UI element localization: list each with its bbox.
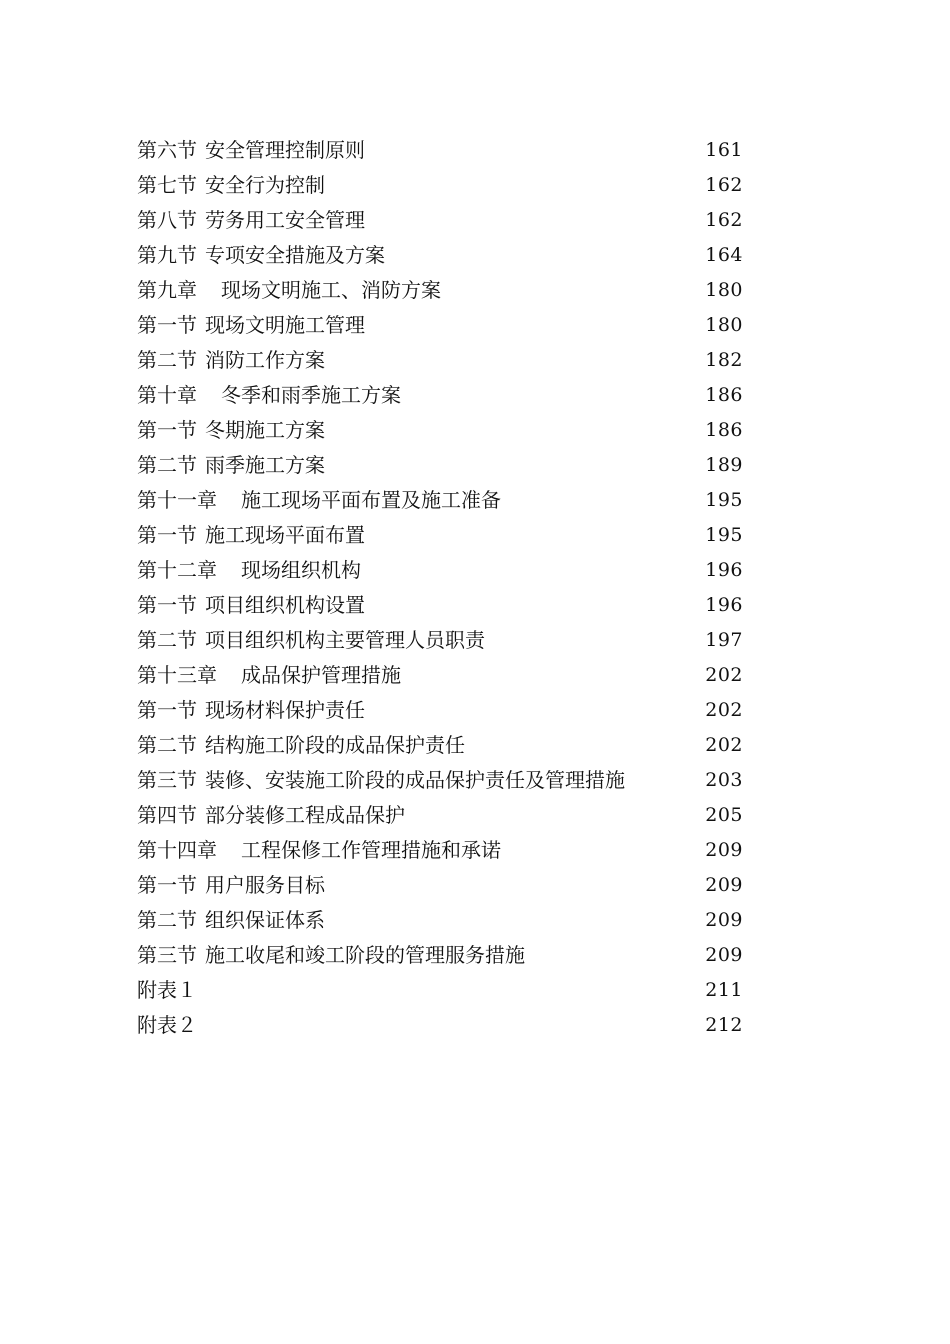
toc-entry-page-number: 202 [705,664,743,686]
toc-entry-title: 施工现场平面布置及施工准备 [241,488,501,512]
toc-entry-title: 冬期施工方案 [205,418,325,442]
toc-entry-page-number: 202 [705,734,743,756]
toc-entry-page-number: 203 [705,769,743,791]
toc-entry-heading [137,273,441,308]
toc-entry-label: 第二节 [137,348,197,372]
toc-entry-label: 附表２ [137,1013,197,1037]
toc-entry-appendix[interactable] [137,1008,747,1043]
toc-entry-heading [137,343,325,378]
toc-entry-page-number: 162 [705,209,743,231]
toc-entry-heading [137,973,197,1008]
toc-entry-heading [137,833,501,868]
toc-entry-title: 现场材料保护责任 [205,698,365,722]
toc-entry-title: 部分装修工程成品保护 [205,803,405,827]
toc-entry-section[interactable] [137,763,747,798]
toc-entry-section[interactable] [137,518,747,553]
toc-entry-title: 项目组织机构设置 [205,593,365,617]
toc-entry-heading [137,1008,197,1043]
toc-entry-section[interactable] [137,413,747,448]
toc-entry-page-number: 209 [705,839,743,861]
toc-entry-page-number: 197 [705,629,743,651]
toc-entry-heading [137,763,625,798]
toc-entry-page-number: 164 [705,244,743,266]
toc-entry-page-number: 195 [705,489,743,511]
toc-entry-title: 施工现场平面布置 [205,523,365,547]
toc-entry-title: 项目组织机构主要管理人员职责 [205,628,485,652]
toc-entry-heading [137,903,325,938]
toc-entry-heading [137,448,325,483]
toc-entry-heading [137,413,325,448]
toc-entry-heading [137,133,365,168]
toc-entry-page-number: 186 [705,384,743,406]
toc-entry-title: 现场文明施工、消防方案 [221,278,441,302]
toc-entry-section[interactable] [137,693,747,728]
toc-entry-title: 成品保护管理措施 [241,663,401,687]
toc-entry-heading [137,693,365,728]
toc-entry-heading [137,868,325,903]
toc-entry-heading [137,798,405,833]
toc-entry-label: 第十三章 [137,663,217,687]
toc-entry-page-number: 180 [705,314,743,336]
toc-entry-heading [137,168,325,203]
toc-entry-section[interactable] [137,343,747,378]
toc-entry-label: 第八节 [137,208,197,232]
toc-entry-label: 第二节 [137,908,197,932]
toc-entry-page-number: 211 [705,979,743,1001]
toc-entry-heading [137,938,525,973]
toc-entry-title: 现场文明施工管理 [205,313,365,337]
toc-entry-label: 第一节 [137,313,197,337]
toc-entry-section[interactable] [137,798,747,833]
toc-entry-heading [137,553,361,588]
toc-entry-page-number: 189 [705,454,743,476]
toc-entry-page-number: 196 [705,594,743,616]
toc-entry-label: 第七节 [137,173,197,197]
toc-entry-title: 现场组织机构 [241,558,361,582]
toc-entry-label: 第二节 [137,628,197,652]
toc-entry-label: 第十章 [137,383,197,407]
toc-entry-label: 第一节 [137,698,197,722]
toc-entry-heading [137,623,485,658]
toc-entry-page-number: 196 [705,559,743,581]
toc-entry-label: 第十二章 [137,558,217,582]
toc-entry-section[interactable] [137,203,747,238]
toc-entry-chapter[interactable] [137,378,747,413]
toc-entry-heading [137,308,365,343]
table-of-contents [137,133,747,1043]
toc-entry-page-number: 209 [705,944,743,966]
toc-entry-section[interactable] [137,903,747,938]
toc-entry-heading [137,728,465,763]
toc-entry-section[interactable] [137,623,747,658]
toc-entry-chapter[interactable] [137,273,747,308]
toc-entry-page-number: 161 [705,139,743,161]
toc-entry-section[interactable] [137,308,747,343]
toc-entry-label: 第十一章 [137,488,217,512]
toc-entry-title: 消防工作方案 [205,348,325,372]
toc-entry-label: 第一节 [137,523,197,547]
toc-entry-title: 雨季施工方案 [205,453,325,477]
toc-entry-chapter[interactable] [137,483,747,518]
toc-entry-label: 第三节 [137,943,197,967]
toc-entry-page-number: 182 [705,349,743,371]
toc-entry-title: 冬季和雨季施工方案 [221,383,401,407]
toc-entry-chapter[interactable] [137,833,747,868]
toc-entry-label: 第九节 [137,243,197,267]
toc-entry-section[interactable] [137,728,747,763]
toc-entry-page-number: 209 [705,909,743,931]
toc-entry-label: 第六节 [137,138,197,162]
toc-entry-title: 施工收尾和竣工阶段的管理服务措施 [205,943,525,967]
toc-entry-title: 专项安全措施及方案 [205,243,385,267]
toc-entry-page-number: 180 [705,279,743,301]
toc-entry-page-number: 212 [705,1014,743,1036]
toc-entry-label: 第九章 [137,278,197,302]
toc-entry-page-number: 186 [705,419,743,441]
toc-entry-title: 安全管理控制原则 [205,138,365,162]
toc-entry-label: 第四节 [137,803,197,827]
toc-entry-title: 用户服务目标 [205,873,325,897]
toc-entry-label: 第十四章 [137,838,217,862]
toc-entry-title: 结构施工阶段的成品保护责任 [205,733,465,757]
toc-entry-heading [137,483,501,518]
toc-entry-page-number: 209 [705,874,743,896]
toc-entry-title: 组织保证体系 [205,908,325,932]
toc-entry-label: 第三节 [137,768,197,792]
toc-entry-heading [137,203,365,238]
toc-entry-section[interactable] [137,868,747,903]
toc-entry-chapter[interactable] [137,658,747,693]
toc-entry-page-number: 195 [705,524,743,546]
toc-entry-label: 第一节 [137,418,197,442]
toc-entry-title: 安全行为控制 [205,173,325,197]
toc-entry-label: 附表１ [137,978,197,1002]
toc-entry-page-number: 205 [705,804,743,826]
toc-entry-section[interactable] [137,938,747,973]
toc-entry-heading [137,588,365,623]
toc-entry-label: 第一节 [137,593,197,617]
toc-entry-label: 第一节 [137,873,197,897]
toc-entry-section[interactable] [137,588,747,623]
toc-entry-heading [137,518,365,553]
toc-entry-heading [137,378,401,413]
toc-entry-page-number: 162 [705,174,743,196]
toc-entry-title: 工程保修工作管理措施和承诺 [241,838,501,862]
toc-entry-section[interactable] [137,238,747,273]
toc-entry-title: 劳务用工安全管理 [205,208,365,232]
toc-entry-chapter[interactable] [137,553,747,588]
toc-entry-label: 第二节 [137,733,197,757]
toc-entry-label: 第二节 [137,453,197,477]
toc-entry-section[interactable] [137,448,747,483]
toc-entry-title: 装修、安装施工阶段的成品保护责任及管理措施 [205,768,625,792]
toc-entry-appendix[interactable] [137,973,747,1008]
toc-entry-section[interactable] [137,168,747,203]
toc-entry-heading [137,658,401,693]
toc-entry-section[interactable] [137,133,747,168]
toc-entry-heading [137,238,385,273]
toc-entry-page-number: 202 [705,699,743,721]
